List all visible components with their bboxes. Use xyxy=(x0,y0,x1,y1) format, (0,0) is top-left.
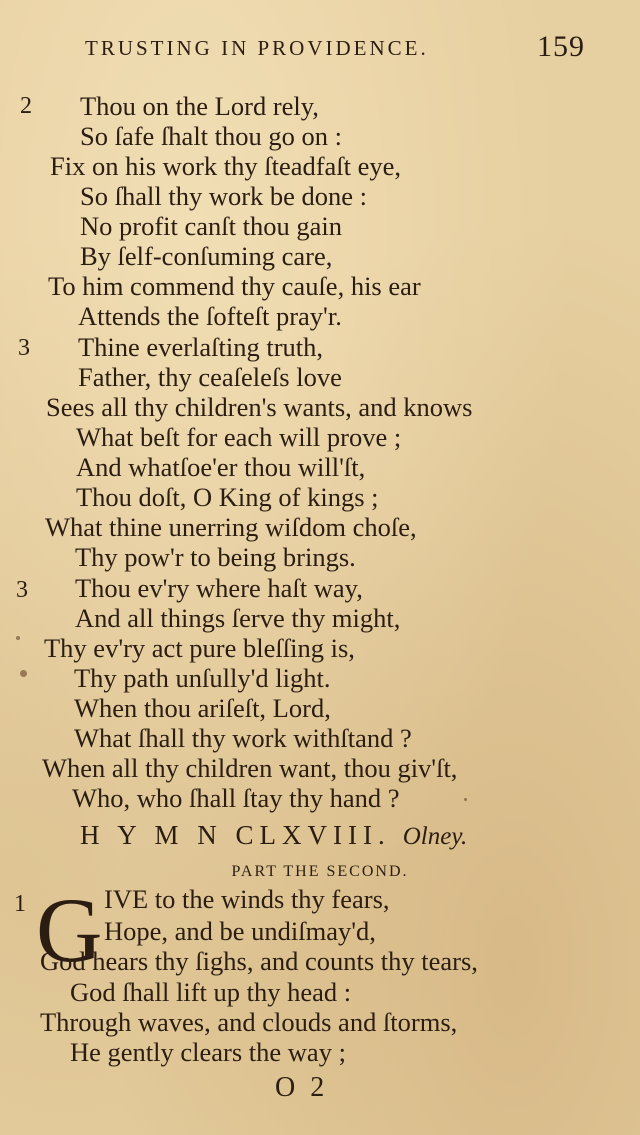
foxing-spot xyxy=(20,670,27,677)
verse-number: 1 xyxy=(14,891,26,917)
verse-line: Sees all thy children's wants, and knows xyxy=(46,392,473,422)
verse-line: Attends the ſofteſt pray'r. xyxy=(78,301,342,331)
part-heading: PART THE SECOND. xyxy=(231,863,409,880)
signature-mark: O 2 xyxy=(275,1072,329,1103)
verse-line: What thine unerring wiſdom choſe, xyxy=(45,512,417,542)
verse-line: And all things ſerve thy might, xyxy=(75,603,401,633)
hymn-title xyxy=(80,822,540,849)
verse-line: When thou ariſeſt, Lord, xyxy=(74,693,331,723)
foxing-spot xyxy=(16,636,20,640)
verse-line: Fix on his work thy ſteadfaſt eye, xyxy=(50,151,402,181)
page-number: 159 xyxy=(537,30,585,63)
verse-line: Thou on the Lord rely, xyxy=(80,91,319,121)
hymn-author: Olney. xyxy=(402,823,468,850)
verse-line: Father, thy ceaſeleſs love xyxy=(78,362,342,392)
verse-line: Thou ev'ry where haſt way, xyxy=(75,573,363,603)
hymn-number: H Y M N CLXVIII. xyxy=(80,820,391,850)
hymn-line: God hears thy ſighs, and counts thy tears, xyxy=(40,946,478,976)
hymn-line: God ſhall lift up thy head : xyxy=(70,977,352,1007)
verse-line: What beſt for each will prove ; xyxy=(76,422,402,452)
running-header xyxy=(85,30,585,70)
foxing-spot xyxy=(464,798,467,801)
hymn-line: IVE to the winds thy fears, xyxy=(104,884,390,914)
verse-line: Who, who ſhall ſtay thy hand ? xyxy=(72,783,400,813)
running-title: TRUSTING IN PROVIDENCE. xyxy=(85,36,429,60)
verse-line: Thy path unſully'd light. xyxy=(74,663,331,693)
verse-number: 2 xyxy=(20,93,32,119)
verse-line: So ſafe ſhalt thou go on : xyxy=(80,121,343,151)
verse-line: Thou doſt, O King of kings ; xyxy=(76,482,379,512)
verse-line: So ſhall thy work be done : xyxy=(80,181,368,211)
verse-line: Thy ev'ry act pure bleſſing is, xyxy=(44,633,355,663)
verse-line: What ſhall thy work withſtand ? xyxy=(74,723,412,753)
verse-line: By ſelf-conſuming care, xyxy=(80,241,333,271)
verse-line: When all thy children want, thou giv'ſt, xyxy=(42,753,458,783)
verse-number: 3 xyxy=(18,335,30,361)
verse-line: Thy pow'r to being brings. xyxy=(75,542,356,572)
verse-number: 3 xyxy=(16,577,28,603)
verse-line: To him commend thy cauſe, his ear xyxy=(48,271,421,301)
verse-line: No profit canſt thou gain xyxy=(80,211,342,241)
drop-cap: G xyxy=(36,879,103,981)
hymn-line: Through waves, and clouds and ſtorms, xyxy=(40,1007,458,1037)
hymn-line: Hope, and be undiſmay'd, xyxy=(104,916,376,946)
hymn-line: He gently clears the way ; xyxy=(70,1037,346,1067)
verse-line: Thine everlaſting truth, xyxy=(78,332,324,362)
verse-line: And whatſoe'er thou will'ſt, xyxy=(76,452,366,482)
